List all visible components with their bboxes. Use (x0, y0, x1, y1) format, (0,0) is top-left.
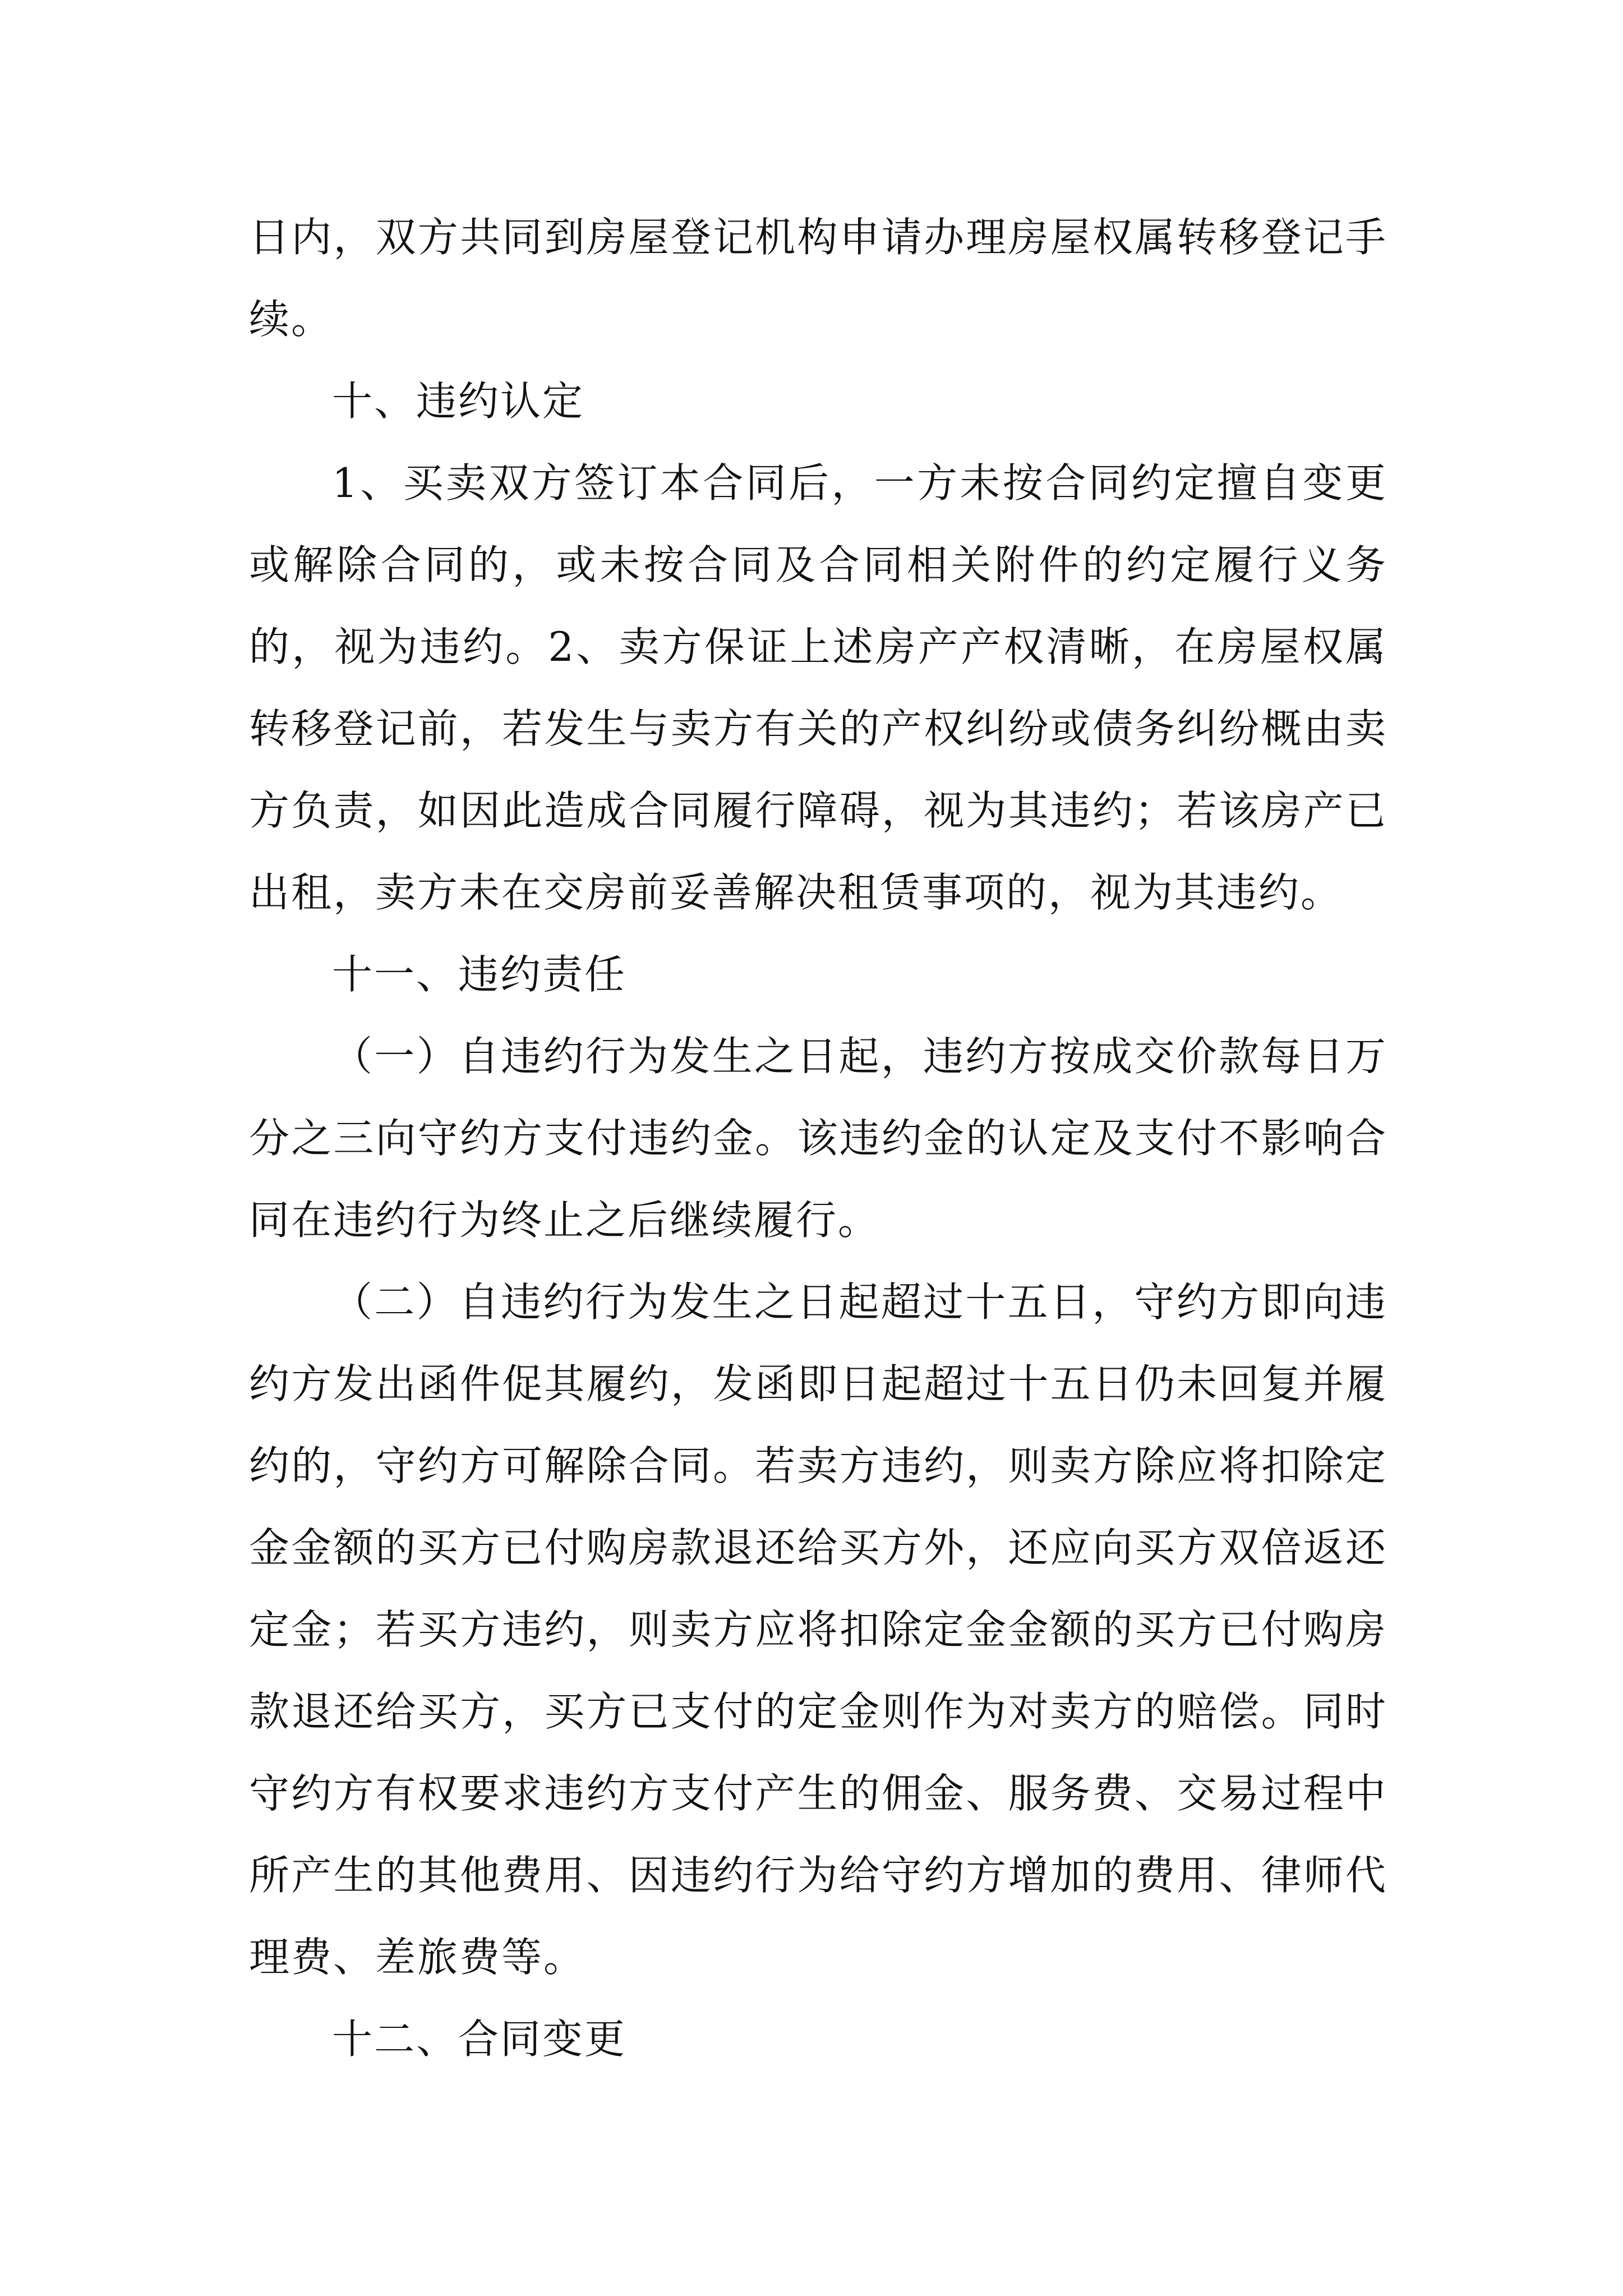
paragraph-continuation: 日内，双方共同到房屋登记机构申请办理房屋权属转移登记手续。 (249, 214, 1387, 343)
paragraph-liability-2: （二）自违约行为发生之日起超过十五日，守约方即向违约方发出函件促其履约，发函即日起超过十五日仍未回复并履约的，守约方可解除合同。若卖方违约，则卖方除应将扣除定金金额的买方已付购房款退还给买方外，还应向买方双倍返还定金；若买方违约，则卖方应将扣除定金金额的买方已付购房款退还给买方，买方已支付的定金则作为对卖方的赔偿。同时守约方有权要求违约方支付产生的佣金、服务费、交易过程中所产生的其他费用、因违约行为给守约方增加的费用、律师代理费、差旅费等。 (249, 1278, 1387, 1981)
document-body (249, 196, 1387, 2080)
paragraph-liability-1: （一）自违约行为发生之日起，违约方按成交价款每日万分之三向守约方支付违约金。该违约金的认定及支付不影响合同在违约行为终止之后继续履行。 (249, 1033, 1387, 1244)
section-heading-breach-liability: 十一、违约责任 (332, 951, 627, 998)
paragraph-breach-definition: 1、买卖双方签订本合同后，一方未按合同约定擅自变更或解除合同的，或未按合同及合同相关附件的约定履行义务的，视为违约。2、卖方保证上述房产产权清晰，在房屋权属转移登记前，若发生与卖方有关的产权纠纷或债务纠纷概由卖方负责，如因此造成合同履行障碍，视为其违约；若该房产已出租，卖方未在交房前妥善解决租赁事项的，视为其违约。 (249, 459, 1387, 916)
section-heading-contract-change: 十二、合同变更 (332, 2016, 627, 2063)
section-heading-breach-definition: 十、违约认定 (332, 378, 585, 425)
